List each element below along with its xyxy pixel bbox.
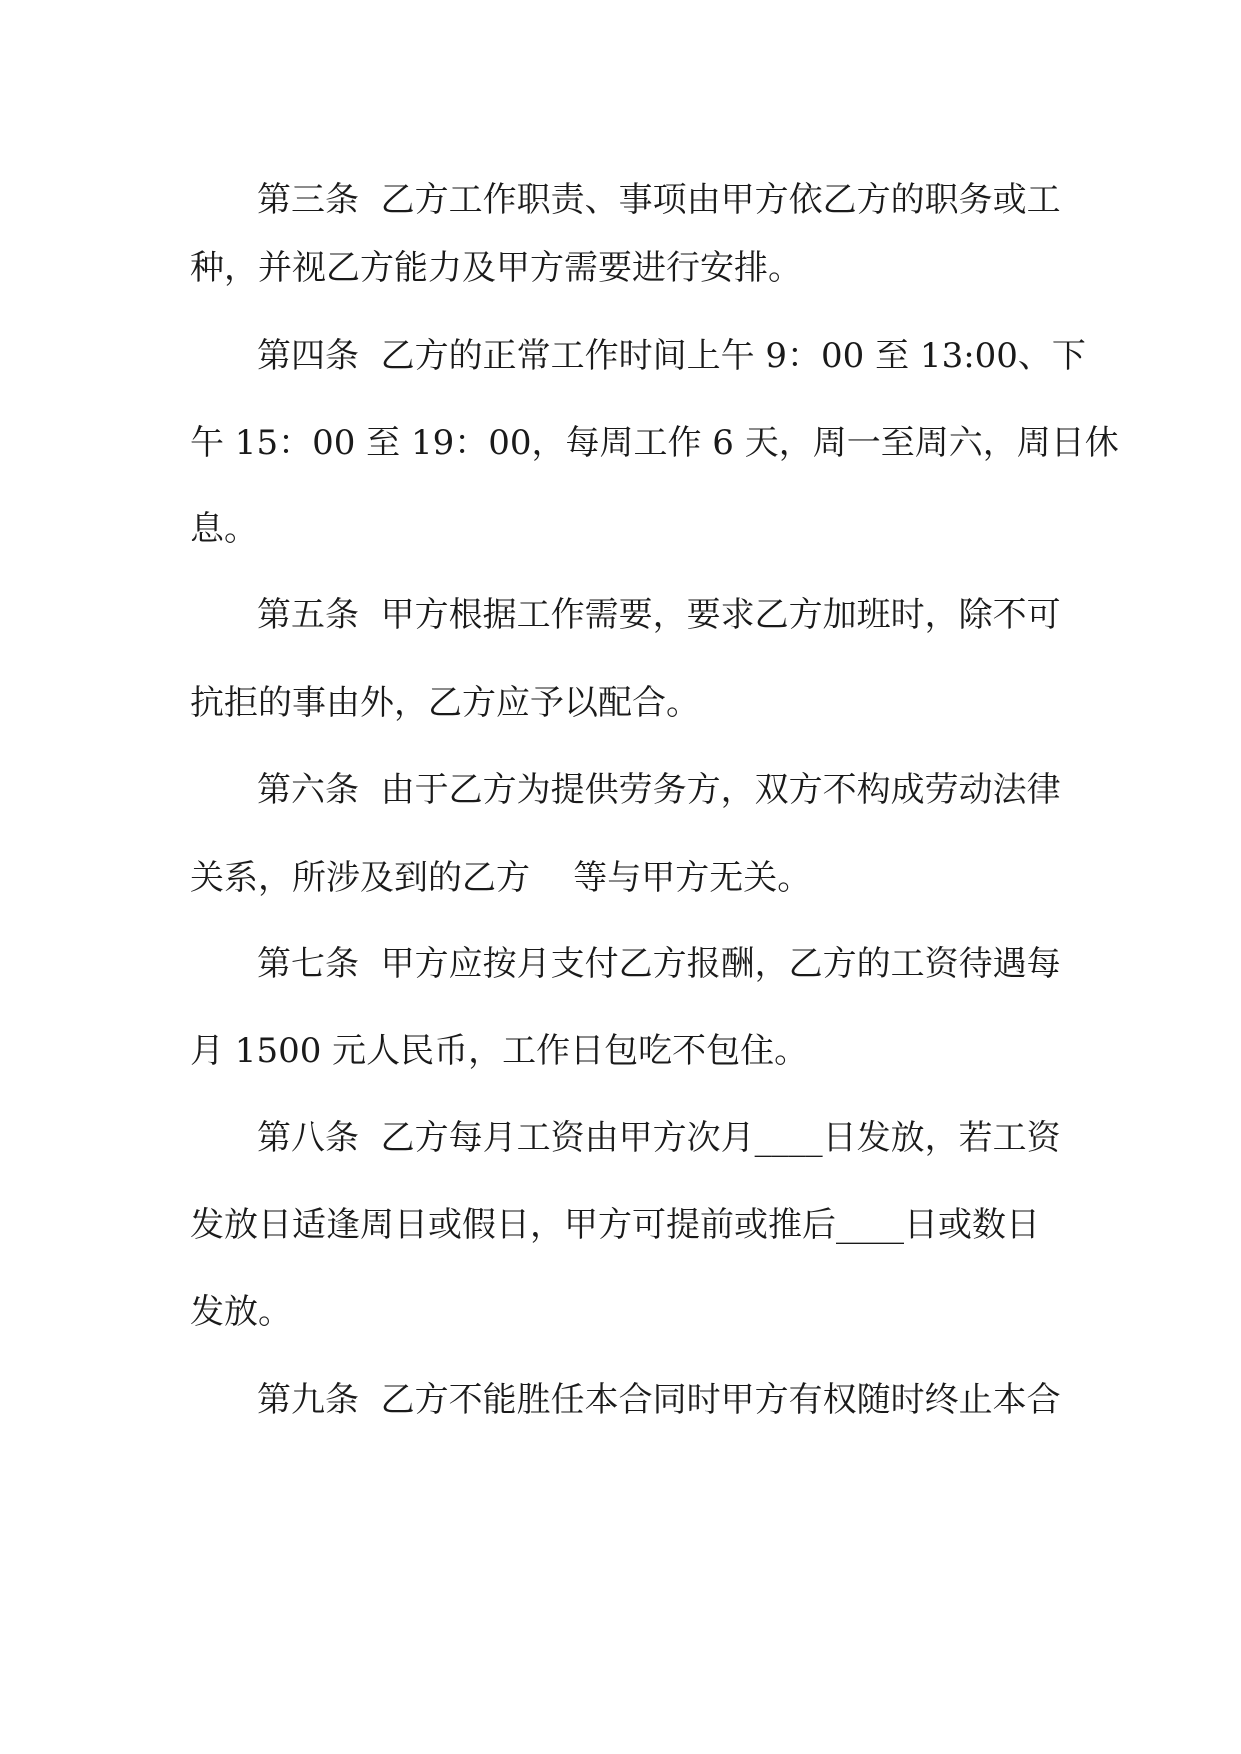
article-5-line-1: 第五条 甲方根据工作需要，要求乙方加班时，除不可 [257, 595, 1061, 635]
article-6-line-2: 关系，所涉及到的乙方 等与甲方无关。 [190, 858, 812, 898]
article-4-line-1: 第四条 乙方的正常工作时间上午 9：00 至 13:00、下 [257, 336, 1086, 376]
article-8-line-3: 发放。 [190, 1292, 292, 1332]
article-4-line-3: 息。 [190, 509, 258, 549]
article-4-line-2: 午 15：00 至 19：00，每周工作 6 天，周一至周六，周日休 [190, 423, 1119, 463]
article-8-line-2: 发放日适逢周日或假日，甲方可提前或推后____日或数日 [190, 1205, 1040, 1245]
article-8-line-1: 第八条 乙方每月工资由甲方次月____日发放，若工资 [257, 1118, 1061, 1158]
article-6-line-1: 第六条 由于乙方为提供劳务方，双方不构成劳动法律 [257, 770, 1061, 810]
article-7-line-2: 月 1500 元人民币，工作日包吃不包住。 [190, 1031, 809, 1071]
article-3-line-2: 种，并视乙方能力及甲方需要进行安排。 [190, 248, 802, 288]
article-3-line-1: 第三条 乙方工作职责、事项由甲方依乙方的职务或工 [257, 180, 1061, 220]
article-5-line-2: 抗拒的事由外，乙方应予以配合。 [190, 683, 700, 723]
article-7-line-1: 第七条 甲方应按月支付乙方报酬，乙方的工资待遇每 [257, 944, 1061, 984]
article-9-line-1: 第九条 乙方不能胜任本合同时甲方有权随时终止本合 [257, 1380, 1061, 1420]
